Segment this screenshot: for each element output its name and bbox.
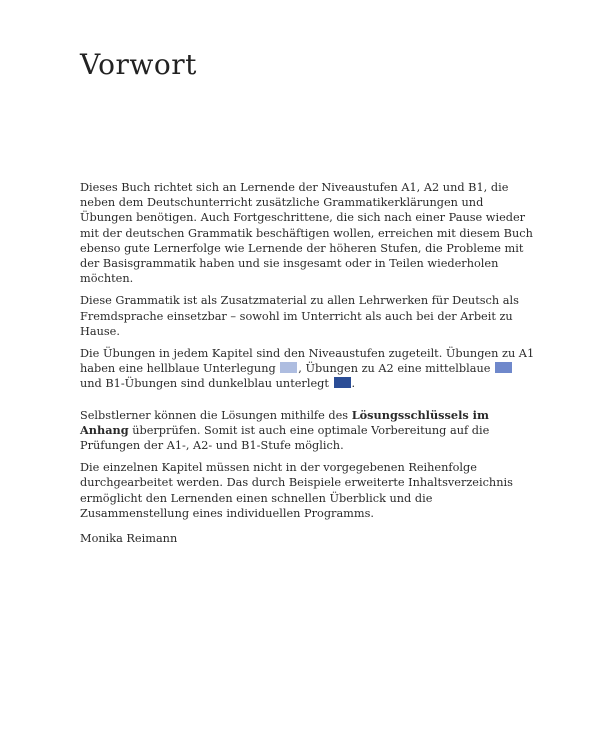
page-title: Vorwort bbox=[80, 48, 197, 81]
levels-text-2: , Übungen zu A2 eine mittelblaue bbox=[298, 362, 495, 376]
self-study-text-2: überprüfen. Somit ist auch eine optimale Vorbereitung auf die Prüfungen der A1-, A2- und B1-Stufe möglich. bbox=[80, 423, 490, 453]
paragraph-chapters: Die einzelnen Kapitel müssen nicht in der vorgegebenen Reihenfolge durchgearbeitet werden. Das durch Beispiele erweiterte Inhaltsverzeichnis ermöglicht den Lernenden einen schnellen Überblick und die Zusammenstellung eines individuellen Programms. bbox=[80, 461, 513, 520]
levels-text-1: Die Übungen in jedem Kapitel sind den Niveaustufen zugeteilt. Übungen zu A1 haben eine hellblaue Unterlegung bbox=[80, 347, 535, 376]
a2-medium-blue-swatch bbox=[495, 362, 512, 373]
paragraph-usage: Diese Grammatik ist als Zusatzmaterial zu allen Lehrwerken für Deutsch als Fremdsprache einsetzbar – sowohl im Unterricht als auch bei der Arbeit zu Hause. bbox=[80, 294, 519, 338]
foreword-body bbox=[80, 180, 535, 553]
levels-text-3: und B1-Übungen sind dunkelblau unterlegt bbox=[80, 377, 333, 391]
self-study-text-1: Selbstlerner können die Lösungen mithilfe des bbox=[80, 408, 352, 422]
a1-light-blue-swatch bbox=[280, 362, 297, 373]
paragraph-levels bbox=[80, 346, 535, 392]
paragraph-intro: Dieses Buch richtet sich an Lernende der Niveaustufen A1, A2 und B1, die neben dem Deutschunterricht zusätzliche Grammatikerklärungen und Übungen benötigen. Auch Fortgeschrittene, die sich nach einer Pause wieder mit der deutschen Grammatik beschäftigen wollen, erreichen mit diesem Buch ebenso gute Lernerfolge wie Lernende der höheren Stufen, die Probleme mit der Basisgrammatik haben und sie insgesamt oder in Teilen wiederholen möchten. bbox=[80, 181, 533, 286]
levels-text-4: . bbox=[351, 377, 356, 391]
b1-dark-blue-swatch bbox=[334, 377, 351, 388]
answer-key-reference: Lösungsschlüssels im Anhang bbox=[80, 407, 489, 437]
author-signature: Monika Reimann bbox=[80, 532, 178, 546]
paragraph-self-study bbox=[80, 408, 535, 454]
